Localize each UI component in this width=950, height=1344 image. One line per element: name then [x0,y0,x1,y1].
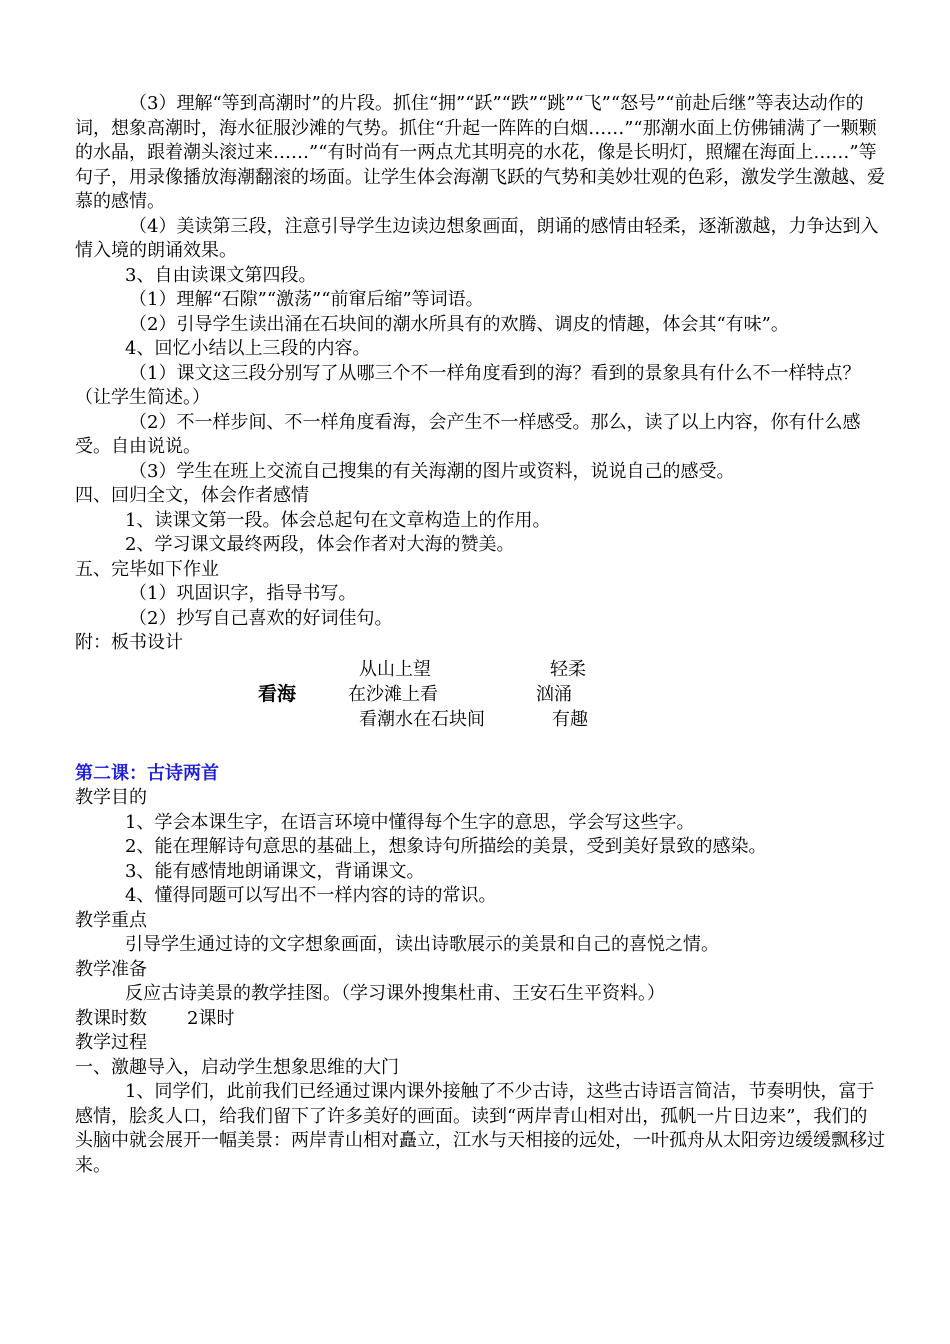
paragraph: 4、回忆小结以上三段的内容。 [125,338,371,359]
section-heading: 教学目的 [75,787,147,808]
section-heading: 教学重点 [75,909,147,931]
document-page [75,92,885,1178]
paragraph: （1）课文这三段分别写了从哪三个不一样角度看到的海？看到的景象具有什么不一样特点？（让学生简述。） [75,362,861,408]
paragraph: 1、学会本课生字，在语言环境中懂得每个生字的意思，学会写这些字。 [125,811,695,833]
paragraph: 3、能有感情地朗诵课文，背诵课文。 [125,860,425,882]
paragraph: （1）巩固识字，指导书写。 [129,583,357,604]
paragraph: （2）不一样步间、不一样角度看海，会产生不一样感受。那么，读了以上内容，你有什么感受。自由说说。 [75,411,861,457]
lesson-title: 第二课：古诗两首 [75,762,219,784]
paragraph: 引导学生通过诗的文字想象画面，读出诗歌展示的美景和自己的喜悦之情。 [125,934,719,955]
board-row3-right: 有趣 [552,708,588,730]
paragraph: （3）学生在班上交流自己搜集的有关海潮的图片或资料，说说自己的感受。 [129,460,735,482]
paragraph: 1、读课文第一段。体会总起句在文章构造上的作用。 [125,509,551,531]
section-heading: 四、回归全文，体会作者感情 [75,485,309,506]
paragraph: （4）美读第三段，注意引导学生边读边想象画面，朗诵的感情由轻柔，逐渐激越，力争达到入情入境的朗诵效果。 [75,215,879,261]
section-heading: 五、完毕如下作业 [75,558,219,580]
section-heading: 一、激趣导入，启动学生想象思维的大门 [75,1056,399,1078]
board-row2-left: 在沙滩上看 [348,683,438,705]
paragraph: （1）理解“石隙”“激荡”“前窜后缩”等词语。 [129,289,484,310]
board-center-title: 看海 [258,682,297,705]
section-heading: 教学准备 [75,958,147,980]
paragraph: 4、懂得同题可以写出不一样内容的诗的常识。 [125,885,497,906]
class-hours-value: 2课时 [187,1007,235,1029]
board-row2-right: 汹涌 [536,683,572,705]
board-heading: 附：板书设计 [75,632,183,653]
board-design [75,658,885,736]
paragraph: 反应古诗美景的教学挂图。（学习课外搜集杜甫、王安石生平资料。） [125,983,665,1004]
section-heading: 教学过程 [75,1032,147,1053]
paragraph: 2、能在理解诗句意思的基础上，想象诗句所描绘的美景，受到美好景致的感染。 [125,836,767,857]
paragraph: （2）抄写自己喜欢的好词佳句。 [129,607,393,629]
paragraph: 1、同学们，此前我们已经通过课内课外接触了不少古诗，这些古诗语言简洁，节奏明快，富于感情，脍炙人口，给我们留下了许多美好的画面。读到“两岸青山相对出，孤帆一片日边来”，我们的头脑中就会展开一幅美景：两岸青山相对矗立，江水与天相接的远处，一叶孤舟从太阳旁边缓缓飘移过来。 [75,1081,885,1176]
paragraph: （3）理解“等到高潮时”的片段。抓住“拥”“跃”“跌”“跳”“飞”“怒号”“前赴后继”等表达动作的词，想象高潮时，海水征服沙滩的气势。抓住“升起一阵阵的白烟……”“那潮水面上仿佛铺满了一颗颗的水晶，跟着潮头滚过来……”“有时尚有一两点尤其明亮的水花，像是长明灯，照耀在海面上……”等句子，用录像播放海潮翻滚的场面。让学生体会海潮飞跃的气势和美妙壮观的色彩，激发学生激越、爱慕的感情。 [75,93,885,212]
paragraph: （2）引导学生读出涌在石块间的潮水所具有的欢腾、调皮的情趣，体会其“有味”。 [129,313,789,335]
board-row1-right: 轻柔 [550,658,586,680]
class-hours-label: 教课时数 [75,1007,147,1029]
paragraph: 3、自由读课文第四段。 [125,264,317,286]
board-row3-left: 看潮水在石块间 [359,708,485,730]
class-hours [75,1007,885,1032]
paragraph: 2、学习课文最终两段，体会作者对大海的赞美。 [125,534,515,555]
board-row1-left: 从山上望 [359,658,431,680]
